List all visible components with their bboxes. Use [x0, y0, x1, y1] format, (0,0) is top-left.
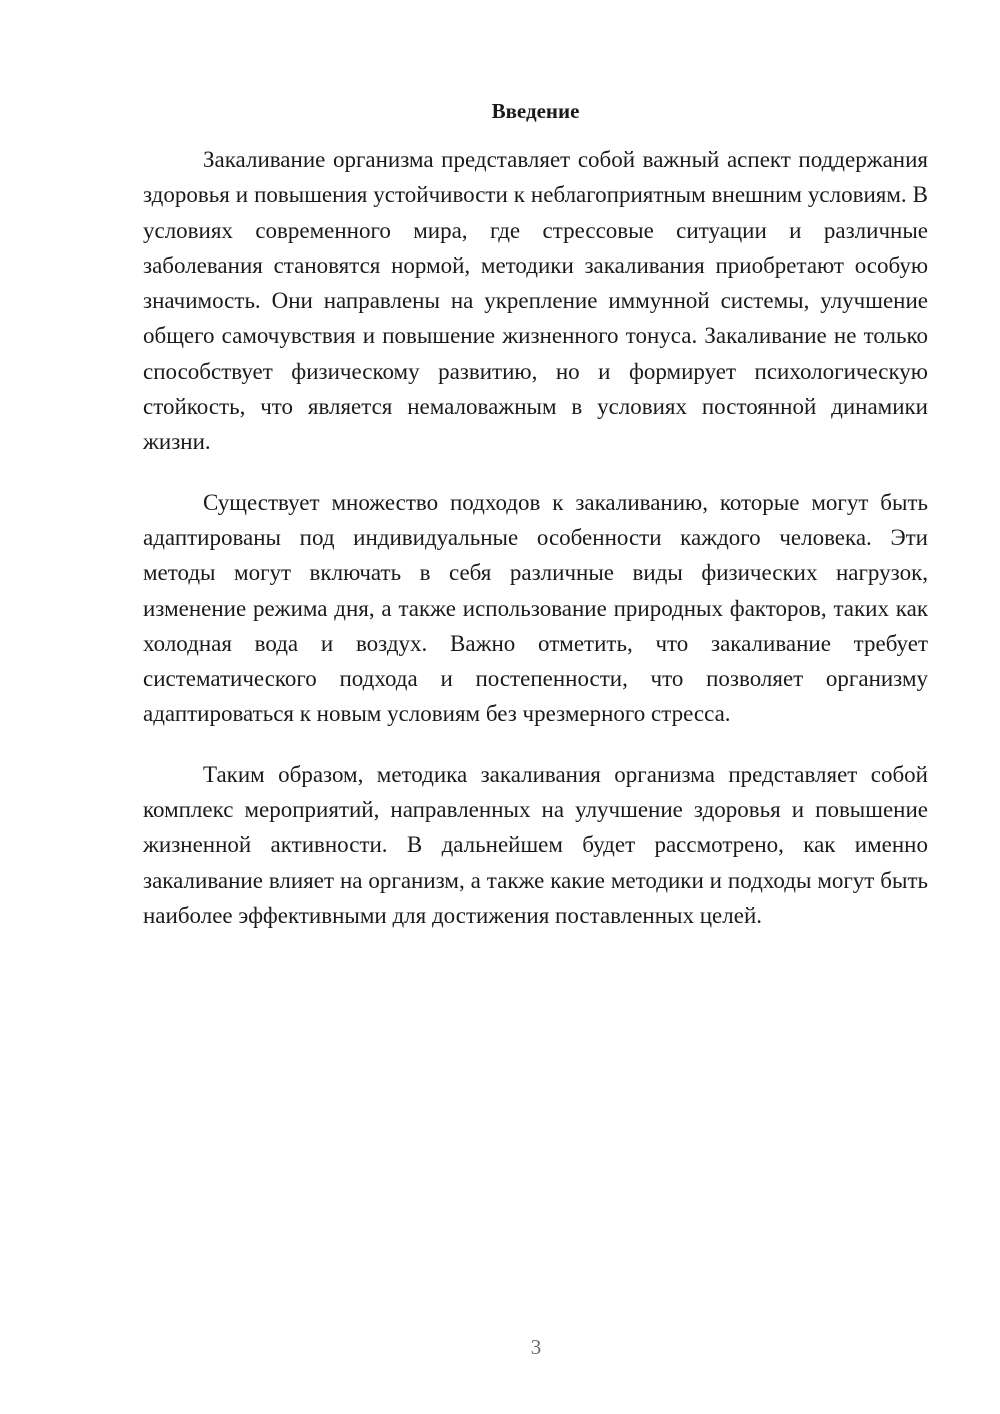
paragraph-1: Закаливание организма представляет собой важный аспект поддержания здоровья и повышения устойчивости к неблагоприятным внешним условиям. В условиях современного мира, где стрессовые ситуации и различные заболевания становятся нормой, методики закаливания приобретают особую значимость. Они направлены на укрепление иммунной системы, улучшение общего самочувствия и повышение жизненного тонуса. Закаливание не только способствует физическому развитию, но и формирует психологическую стойкость, что является немаловажным в условиях постоянной динамики жизни.	[143, 147, 928, 455]
section-heading: Введение	[491, 99, 580, 123]
paragraph-3: Таким образом, методика закаливания организма представляет собой комплекс мероприятий, направленных на улучшение здоровья и повышение жизненной активности. В дальнейшем будет рассмотрено, как именно закаливание влияет на организм, а также какие методики и подходы могут быть наиболее эффективными для достижения поставленных целей.	[143, 761, 928, 928]
page-number: 3	[530, 1335, 542, 1359]
body-text	[143, 142, 928, 958]
paragraph-2: Существует множество подходов к закаливанию, которые могут быть адаптированы под индивидуальные особенности каждого человека. Эти методы могут включать в себя различные виды физических нагрузок, изменение режима дня, а также использование природных факторов, таких как холодная вода и воздух. Важно отметить, что закаливание требует систематического подхода и постепенности, что позволяет организму адаптироваться к новым условиям без чрезмерного стресса.	[143, 489, 928, 727]
